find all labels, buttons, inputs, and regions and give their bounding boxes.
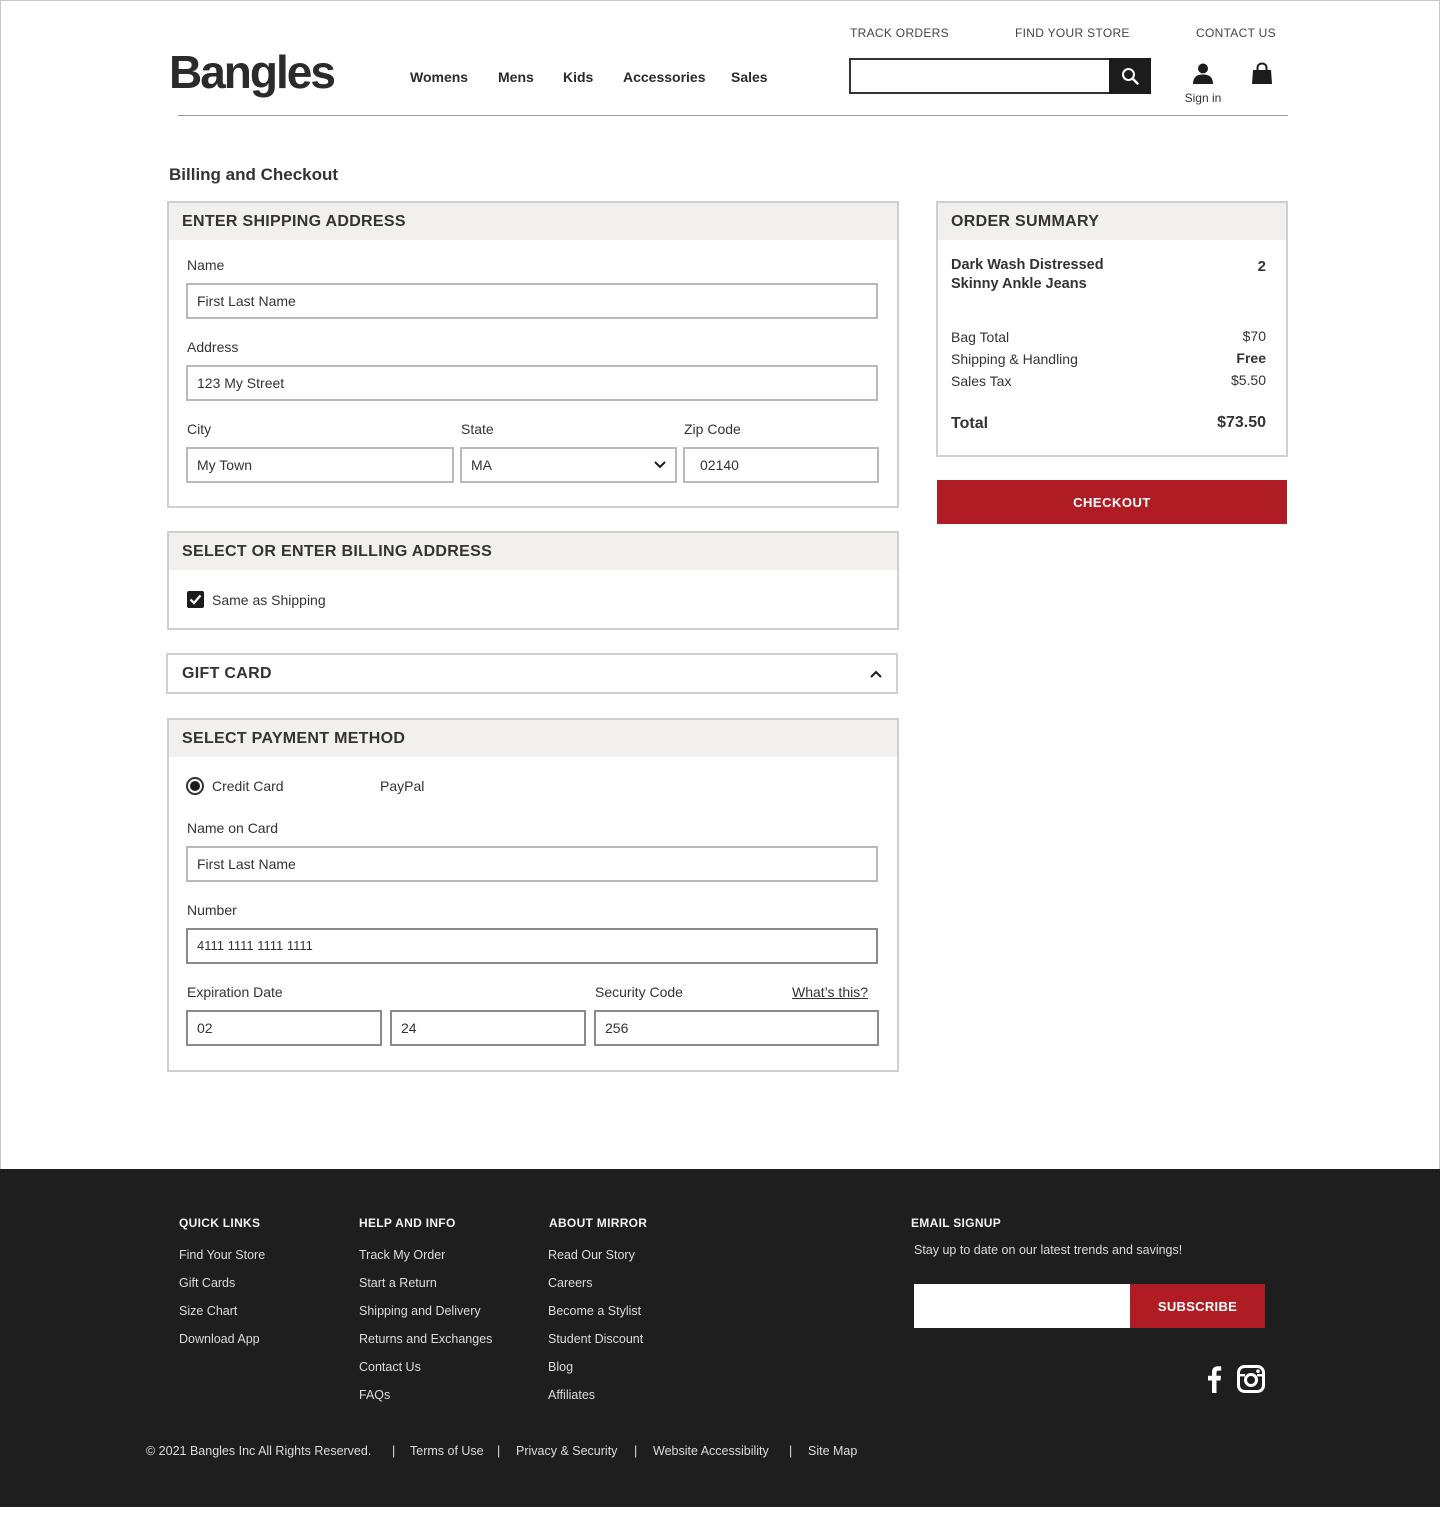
email-signup-input[interactable] bbox=[914, 1284, 1131, 1328]
bag-total-label: Bag Total bbox=[951, 329, 1010, 345]
checkout-button[interactable]: CHECKOUT bbox=[937, 480, 1287, 524]
state-label: State bbox=[461, 421, 494, 437]
legal-separator: | bbox=[789, 1444, 793, 1458]
radio-selected-dot bbox=[190, 781, 200, 791]
copyright-text: © 2021 Bangles Inc All Rights Reserved. bbox=[146, 1444, 372, 1458]
header-divider bbox=[178, 115, 1288, 116]
gift-card-title: GIFT CARD bbox=[182, 664, 272, 682]
email-signup-heading: EMAIL SIGNUP bbox=[911, 1216, 1002, 1230]
paypal-option[interactable]: PayPal bbox=[380, 778, 425, 794]
shipping-handling-label: Shipping & Handling bbox=[951, 351, 1078, 367]
footer-link-download-app[interactable]: Download App bbox=[179, 1332, 260, 1346]
city-field[interactable]: My Town bbox=[186, 447, 454, 483]
footer-link-gift-cards[interactable]: Gift Cards bbox=[179, 1276, 236, 1290]
footer-link-track-order[interactable]: Track My Order bbox=[359, 1248, 446, 1262]
footer-link-blog[interactable]: Blog bbox=[548, 1360, 574, 1374]
footer-link-find-store[interactable]: Find Your Store bbox=[179, 1248, 266, 1262]
legal-separator: | bbox=[392, 1444, 396, 1458]
footer-link-shipping-delivery[interactable]: Shipping and Delivery bbox=[359, 1304, 481, 1318]
footer-link-become-stylist[interactable]: Become a Stylist bbox=[548, 1304, 642, 1318]
legal-separator: | bbox=[497, 1444, 501, 1458]
search-icon bbox=[1121, 67, 1139, 85]
nav-womens[interactable]: Womens bbox=[410, 69, 469, 85]
state-select-value: MA bbox=[471, 457, 492, 473]
footer-link-affiliates[interactable]: Affiliates bbox=[548, 1388, 596, 1402]
website-accessibility-link[interactable]: Website Accessibility bbox=[653, 1444, 769, 1458]
nav-kids[interactable]: Kids bbox=[563, 69, 594, 85]
site-footer bbox=[0, 1169, 1440, 1507]
card-number-field[interactable]: 4111 1111 1111 1111 bbox=[186, 928, 878, 964]
shipping-panel-title: ENTER SHIPPING ADDRESS bbox=[169, 203, 897, 240]
footer-link-returns-exchanges[interactable]: Returns and Exchanges bbox=[359, 1332, 493, 1346]
billing-address-panel bbox=[167, 531, 899, 630]
shopping-bag-button[interactable] bbox=[1250, 62, 1276, 88]
terms-of-use-link[interactable]: Terms of Use bbox=[410, 1444, 484, 1458]
chevron-up-icon bbox=[870, 670, 882, 678]
order-summary-title: ORDER SUMMARY bbox=[938, 203, 1286, 240]
nav-accessories[interactable]: Accessories bbox=[623, 69, 706, 85]
order-item-name: Dark Wash Distressed Skinny Ankle Jeans bbox=[951, 257, 1104, 292]
nav-sales[interactable]: Sales bbox=[731, 69, 768, 85]
name-label: Name bbox=[187, 257, 225, 273]
user-icon bbox=[1192, 62, 1214, 84]
privacy-security-link[interactable]: Privacy & Security bbox=[516, 1444, 618, 1458]
search-button[interactable] bbox=[1109, 58, 1151, 94]
bag-total-value: $70 bbox=[1242, 328, 1266, 344]
contact-us-link[interactable]: CONTACT US bbox=[1196, 26, 1276, 40]
sign-in-label: Sign in bbox=[1184, 91, 1222, 105]
credit-card-radio[interactable] bbox=[186, 777, 204, 795]
expiration-date-label: Expiration Date bbox=[187, 984, 283, 1000]
instagram-link[interactable] bbox=[1237, 1365, 1265, 1393]
order-item-qty: 2 bbox=[1257, 258, 1266, 275]
email-signup-text: Stay up to date on our latest trends and savings! bbox=[914, 1243, 1183, 1257]
payment-panel-title: SELECT PAYMENT METHOD bbox=[169, 720, 897, 757]
same-as-shipping-label[interactable]: Same as Shipping bbox=[212, 592, 326, 608]
whats-this-link[interactable]: What’s this? bbox=[792, 984, 868, 1000]
footer-link-careers[interactable]: Careers bbox=[548, 1276, 593, 1290]
search-input[interactable] bbox=[849, 58, 1111, 94]
footer-link-student-discount[interactable]: Student Discount bbox=[548, 1332, 644, 1346]
footer-link-our-story[interactable]: Read Our Story bbox=[548, 1248, 635, 1262]
instagram-icon bbox=[1237, 1365, 1265, 1393]
facebook-icon bbox=[1206, 1365, 1222, 1393]
shipping-name-field[interactable]: First Last Name bbox=[186, 283, 878, 319]
gift-card-toggle[interactable] bbox=[166, 653, 898, 694]
security-code-field[interactable]: 256 bbox=[594, 1010, 879, 1046]
name-on-card-label: Name on Card bbox=[187, 820, 279, 836]
site-map-link[interactable]: Site Map bbox=[808, 1444, 858, 1458]
sales-tax-value: $5.50 bbox=[1230, 372, 1266, 388]
security-code-label: Security Code bbox=[595, 984, 683, 1000]
facebook-link[interactable] bbox=[1206, 1365, 1226, 1393]
footer-link-contact-us[interactable]: Contact Us bbox=[359, 1360, 421, 1374]
chevron-down-icon bbox=[654, 461, 666, 469]
bangles-logo[interactable]: Bangles bbox=[169, 46, 334, 98]
sales-tax-label: Sales Tax bbox=[951, 373, 1012, 389]
city-label: City bbox=[187, 421, 212, 437]
footer-link-faqs[interactable]: FAQs bbox=[359, 1388, 391, 1402]
address-label: Address bbox=[187, 339, 239, 355]
quick-links-heading: QUICK LINKS bbox=[179, 1216, 261, 1230]
zip-label: Zip Code bbox=[684, 421, 741, 437]
expiration-year-field[interactable]: 24 bbox=[390, 1010, 586, 1046]
billing-panel-title: SELECT OR ENTER BILLING ADDRESS bbox=[169, 533, 897, 570]
checkmark-icon bbox=[189, 594, 202, 605]
credit-card-label[interactable]: Credit Card bbox=[212, 778, 284, 794]
footer-link-start-return[interactable]: Start a Return bbox=[359, 1276, 437, 1290]
card-number-label: Number bbox=[187, 902, 237, 918]
shipping-handling-value: Free bbox=[1236, 350, 1266, 366]
same-as-shipping-checkbox[interactable] bbox=[187, 591, 204, 608]
legal-separator: | bbox=[634, 1444, 638, 1458]
zip-field[interactable]: 02140 bbox=[683, 447, 879, 483]
track-orders-link[interactable]: TRACK ORDERS bbox=[850, 26, 949, 40]
help-info-heading: HELP AND INFO bbox=[359, 1216, 456, 1230]
name-on-card-field[interactable]: First Last Name bbox=[186, 846, 878, 882]
order-total-value: $73.50 bbox=[1217, 414, 1266, 431]
find-store-link[interactable]: FIND YOUR STORE bbox=[1015, 26, 1130, 40]
shipping-address-field[interactable]: 123 My Street bbox=[186, 365, 878, 401]
shopping-bag-icon bbox=[1250, 62, 1274, 86]
footer-link-size-chart[interactable]: Size Chart bbox=[179, 1304, 238, 1318]
expiration-month-field[interactable]: 02 bbox=[186, 1010, 382, 1046]
subscribe-button[interactable]: SUBSCRIBE bbox=[1130, 1284, 1265, 1328]
order-total-label: Total bbox=[951, 415, 989, 432]
state-select[interactable] bbox=[460, 447, 677, 483]
nav-mens[interactable]: Mens bbox=[498, 69, 534, 85]
sign-in-button[interactable] bbox=[1180, 62, 1226, 105]
about-heading: ABOUT MIRROR bbox=[549, 1216, 648, 1230]
page-title: Billing and Checkout bbox=[169, 165, 339, 184]
